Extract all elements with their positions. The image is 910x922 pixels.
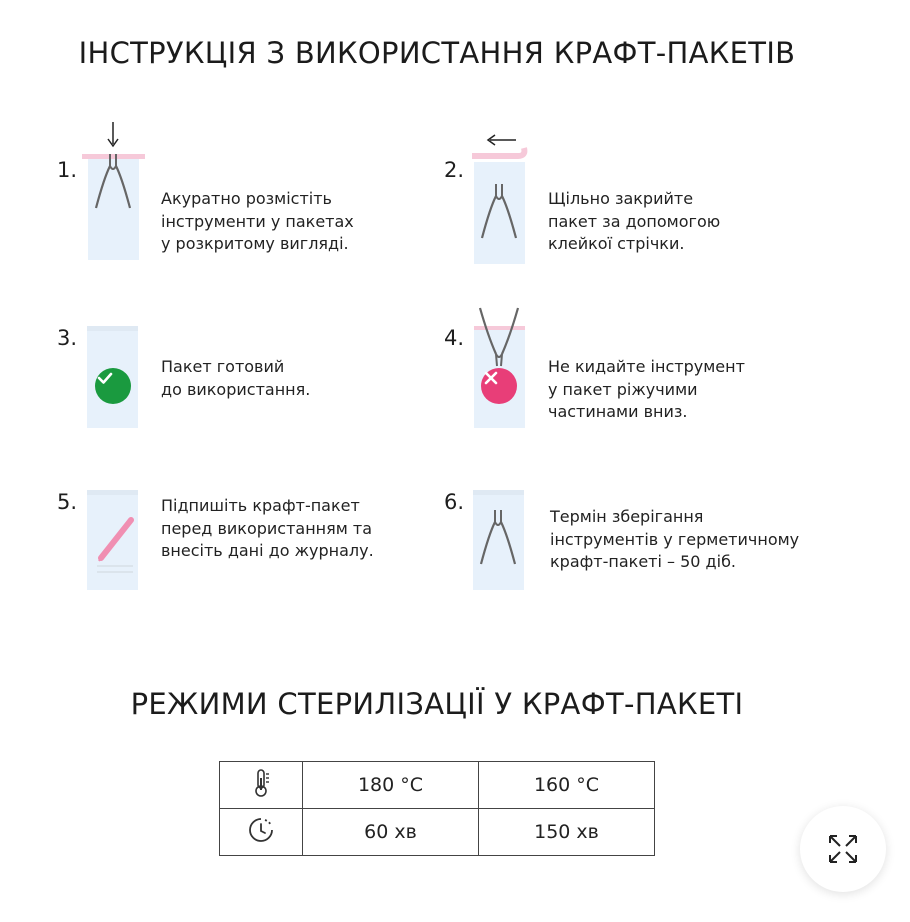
bag-illustration bbox=[473, 490, 524, 590]
step-text: Підпишіть крафт-пакет перед використанням та внесіть дані до журналу. bbox=[161, 496, 374, 560]
step-text: Щільно закрийте пакет за допомогою клейкої стрічки. bbox=[548, 189, 721, 253]
nippers-icon bbox=[88, 158, 139, 260]
step-text: Термін зберігання інструментів у герметичному крафт-пакеті – 50 діб. bbox=[550, 507, 800, 571]
bag-illustration bbox=[87, 490, 138, 590]
step-number: 4. bbox=[444, 326, 465, 350]
table-row bbox=[220, 809, 655, 856]
step-number: 5. bbox=[57, 490, 78, 514]
bag-illustration bbox=[474, 326, 525, 428]
step-6 bbox=[444, 490, 844, 620]
cross-icon bbox=[481, 368, 517, 404]
step-5 bbox=[57, 490, 457, 620]
bag-illustration bbox=[87, 326, 138, 428]
timer-icon bbox=[220, 809, 303, 856]
step-text: Пакет готовий до використання. bbox=[161, 357, 311, 399]
expand-button[interactable] bbox=[800, 806, 886, 892]
nippers-icon bbox=[473, 490, 524, 590]
step-1 bbox=[57, 158, 457, 288]
table-row bbox=[220, 762, 655, 809]
table-cell: 150 хв bbox=[479, 809, 655, 856]
step-number: 6. bbox=[444, 490, 465, 514]
table-cell: 160 °C bbox=[479, 762, 655, 809]
sterilization-title: РЕЖИМИ СТЕРИЛІЗАЦІЇ У КРАФТ-ПАКЕТІ bbox=[130, 687, 744, 721]
nippers-icon bbox=[474, 162, 525, 264]
step-number: 3. bbox=[57, 326, 78, 350]
step-4 bbox=[444, 326, 844, 456]
pen-icon bbox=[87, 490, 138, 590]
expand-icon bbox=[827, 833, 859, 865]
bag-illustration bbox=[88, 158, 139, 260]
step-2 bbox=[444, 158, 844, 288]
page-title: ІНСТРУКЦІЯ З ВИКОРИСТАННЯ КРАФТ-ПАКЕТІВ bbox=[78, 36, 796, 70]
table-cell: 60 хв bbox=[303, 809, 479, 856]
step-3 bbox=[57, 326, 457, 456]
sterilization-table bbox=[219, 761, 655, 856]
step-number: 2. bbox=[444, 158, 465, 182]
bag-seal bbox=[87, 326, 138, 331]
table-cell: 180 °C bbox=[303, 762, 479, 809]
step-text: Не кидайте інструмент у пакет ріжучими частинами вниз. bbox=[548, 357, 745, 421]
check-icon bbox=[95, 368, 131, 404]
step-text: Акуратно розмістіть інструменти у пакетах у розкритому вигляді. bbox=[161, 189, 354, 253]
bag-illustration bbox=[474, 162, 525, 264]
thermometer-icon bbox=[220, 762, 303, 809]
step-number: 1. bbox=[57, 158, 78, 182]
